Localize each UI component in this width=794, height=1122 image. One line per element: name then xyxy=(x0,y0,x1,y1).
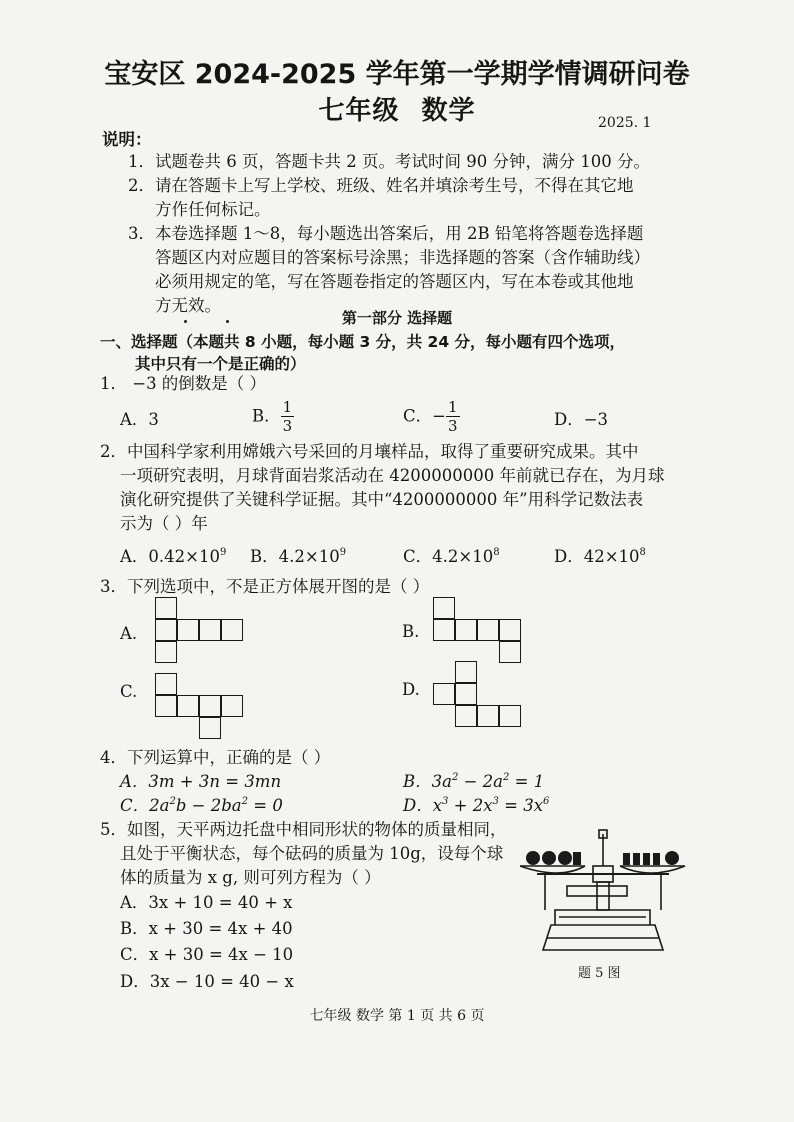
weight xyxy=(573,852,581,865)
section-heading-line-1: 一、选择题（本题共 8 小题，每小题 3 分，共 24 分，每小题有四个选项， xyxy=(100,333,626,351)
net-square xyxy=(199,619,221,641)
q5-option-a: A．3x + 10 = 40 + x xyxy=(120,893,293,912)
q2-option-d-exponent: 8 xyxy=(639,547,646,558)
q5-option-d: D．3x − 10 = 40 − x xyxy=(120,972,294,991)
exponent: 2 xyxy=(503,772,510,783)
expr-part: + 2x xyxy=(448,796,493,815)
left-pan-balls xyxy=(526,851,581,865)
net-square xyxy=(155,695,177,717)
q5-line-3: 体的质量为 x g, 则可列方程为（ ） xyxy=(120,868,381,887)
instruction-3-line-3: 必须用规定的笔，写在答题卷指定的答题区内，写在本卷或其他地 xyxy=(155,272,634,291)
instruction-3-line-1: 本卷选择题 1～8，每小题选出答案后，用 2B 铅笔将答题卷选择题 xyxy=(155,224,644,243)
q2-option-a-base: A．0.42×10 xyxy=(120,547,220,566)
q3-stem: 3．下列选项中，不是正方体展开图的是（ ） xyxy=(100,577,430,596)
net-square xyxy=(433,597,455,619)
instruction-1-line-1: 试题卷共 6 页，答题卡共 2 页。考试时间 90 分钟，满分 100 分。 xyxy=(155,152,650,171)
net-square xyxy=(199,717,221,739)
exam-title: 宝安区 2024-2025 学年第一学期学情调研问卷 xyxy=(104,59,690,90)
q1-option-d: D．−3 xyxy=(554,410,609,429)
right-pan-items xyxy=(623,851,679,865)
q2-option-b-base: B．4.2×10 xyxy=(250,547,340,566)
exponent: 3 xyxy=(492,796,499,807)
instructions-label: 说明： xyxy=(102,130,152,149)
ball xyxy=(665,851,679,865)
q2-option-a-exponent: 9 xyxy=(219,547,227,558)
q2-option-c-exponent: 8 xyxy=(493,547,500,558)
net-square xyxy=(155,619,177,641)
expr-part: = 3x xyxy=(498,796,544,815)
balance-scale-figure xyxy=(515,822,690,962)
q2-line-2: 一项研究表明，月球背面岩浆活动在 4200000000 年前就已存在，为月球 xyxy=(120,466,665,485)
subject: 数学 xyxy=(421,96,476,126)
exam-subtitle xyxy=(0,90,794,127)
ball xyxy=(526,851,540,865)
net-square xyxy=(499,705,521,727)
part-heading: 第一部分 选择题 xyxy=(341,309,453,327)
net-square xyxy=(177,619,199,641)
q3-option-a-label: A. xyxy=(120,624,138,643)
net-square xyxy=(477,705,499,727)
net-square xyxy=(455,705,477,727)
ball xyxy=(558,851,572,865)
q2-option-c xyxy=(403,545,500,569)
q1-option-b-label: B． xyxy=(252,406,281,426)
q2-option-b xyxy=(250,545,346,569)
q5-option-b: B．x + 30 = 4x + 40 xyxy=(120,919,293,938)
weight xyxy=(623,853,630,865)
q1-stem: 1． −3 的倒数是（ ） xyxy=(100,374,267,393)
left-pan xyxy=(520,866,585,873)
net-square xyxy=(155,597,177,619)
q5-line-1: 5．如图，天平两边托盘中相同形状的物体的质量相同， xyxy=(100,820,507,839)
net-square xyxy=(433,683,455,705)
q5-line-2: 且处于平衡状态，每个砝码的质量为 10g，设每个球 xyxy=(120,844,504,863)
net-square xyxy=(199,695,221,717)
ball xyxy=(542,851,556,865)
instruction-2-line-2: 方作任何标记。 xyxy=(155,200,271,219)
exponent: 6 xyxy=(543,796,550,807)
weight xyxy=(633,853,640,865)
net-square xyxy=(433,619,455,641)
q3-option-b-label: B. xyxy=(402,622,420,641)
q4-option-b xyxy=(403,770,544,794)
q1-option-c xyxy=(403,398,460,435)
expr-part: B．3a xyxy=(403,772,452,791)
instruction-3-num: 3． xyxy=(128,224,155,243)
page-footer: 七年级 数学 第 1 页 共 6 页 xyxy=(309,1008,485,1024)
exponent: 2 xyxy=(169,796,176,807)
grade: 七年级 xyxy=(318,96,400,126)
instruction-3-line-4: 方无效。 xyxy=(155,296,221,315)
fraction-denominator: 3 xyxy=(447,417,458,435)
q1-option-c-fraction xyxy=(446,398,460,435)
weight xyxy=(643,853,650,865)
net-square xyxy=(155,673,177,695)
expr-part: = 0 xyxy=(248,796,283,815)
net-square xyxy=(177,695,199,717)
fraction-numerator: 1 xyxy=(282,398,293,416)
exponent: 3 xyxy=(442,796,449,807)
q1-option-b xyxy=(252,398,294,435)
instruction-1-num: 1． xyxy=(128,152,155,171)
net-square xyxy=(455,619,477,641)
q2-option-d xyxy=(554,545,646,569)
net-square xyxy=(455,661,477,683)
q2-option-d-base: D．42×10 xyxy=(554,547,640,566)
q5-option-c: C．x + 30 = 4x − 10 xyxy=(120,945,294,964)
expr-part: = 1 xyxy=(509,772,545,791)
q2-option-c-base: C．4.2×10 xyxy=(403,547,494,566)
weight xyxy=(653,853,660,865)
right-pan xyxy=(620,866,685,873)
expr-part: C．2a xyxy=(120,796,170,815)
exponent: 2 xyxy=(241,796,248,807)
q1-option-a: A．3 xyxy=(120,410,159,429)
expr-part: D．x xyxy=(403,796,443,815)
q1-option-c-label: C．− xyxy=(403,406,446,426)
expr-part: b − 2ba xyxy=(175,796,242,815)
q2-line-4: 示为（ ）年 xyxy=(120,514,208,533)
section-heading-line-2: 其中只有一个是正确的） xyxy=(135,355,306,373)
q2-option-b-exponent: 9 xyxy=(339,547,347,558)
q3-option-d-label: D. xyxy=(402,680,420,699)
q4-stem: 4．下列运算中，正确的是（ ） xyxy=(100,748,331,767)
instruction-3-line-2: 答题区内对应题目的答案标号涂黑；非选择题的答案（含作辅助线） xyxy=(155,248,650,267)
q4-option-d xyxy=(403,794,549,818)
expr-part: − 2a xyxy=(458,772,503,791)
fraction-denominator: 3 xyxy=(282,417,293,435)
q2-line-1: 2．中国科学家利用嫦娥六号采回的月壤样品，取得了重要研究成果。其中 xyxy=(100,442,639,461)
instruction-2-line-1: 请在答题卡上写上学校、班级、姓名并填涂考生号，不得在其它地 xyxy=(155,176,634,195)
figure-caption: 题 5 图 xyxy=(578,966,621,981)
q4-option-c xyxy=(120,794,283,818)
net-square xyxy=(221,619,243,641)
net-square xyxy=(155,641,177,663)
q2-option-a xyxy=(120,545,226,569)
fraction-numerator: 1 xyxy=(447,398,458,416)
q2-line-3: 演化研究提供了关键科学证据。其中“4200000000 年”用科学记数法表 xyxy=(120,490,644,509)
exam-date: 2025. 1 xyxy=(598,115,652,131)
net-square xyxy=(499,641,521,663)
net-square xyxy=(499,619,521,641)
q1-option-b-fraction xyxy=(281,398,295,435)
instruction-2-num: 2． xyxy=(128,176,155,195)
q4-option-a: A．3m + 3n = 3mn xyxy=(120,772,282,791)
net-square xyxy=(221,695,243,717)
q3-option-c-label: C. xyxy=(120,682,138,701)
net-square xyxy=(477,619,499,641)
exponent: 2 xyxy=(451,772,459,783)
net-square xyxy=(455,683,477,705)
